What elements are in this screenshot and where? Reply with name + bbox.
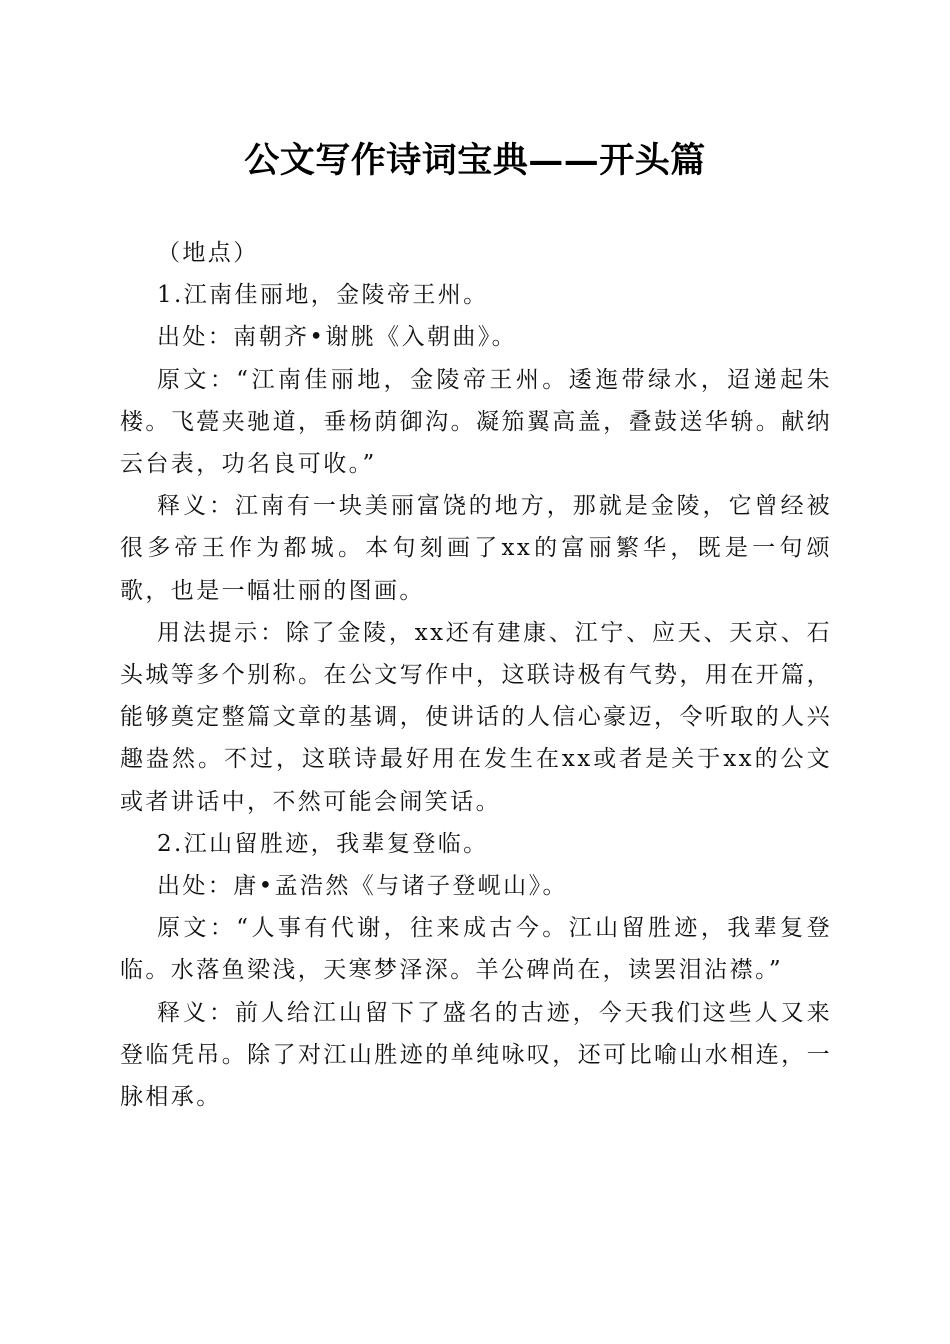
paragraph-location-heading: （地点）	[157, 240, 259, 266]
paragraph-item-1-verse: 1.江南佳丽地，金陵帝王州。	[157, 282, 489, 309]
document-title: 公文写作诗词宝典——开头篇	[244, 140, 706, 181]
document-body	[120, 232, 832, 1118]
paragraph-item-2-original: 原文：“人事有代谢，往来成古今。江山留胜迹，我辈复登临。水落鱼梁浅，天寒梦泽深。羊公碑尚在，读罢泪沾襟。”	[120, 915, 832, 984]
paragraph-item-2-source: 出处：唐•孟浩然《与诸子登岘山》。	[157, 873, 568, 900]
paragraph-item-1-meaning: 释义：江南有一块美丽富饶的地方，那就是金陵，它曾经被很多帝王作为都城。本句刻画了xx的富丽繁华，既是一句颂歌，也是一幅壮丽的图画。	[120, 493, 832, 604]
paragraph-item-2-meaning: 释义：前人给江山留下了盛名的古迹，今天我们这些人又来登临凭吊。除了对江山胜迹的单纯咏叹，还可比喻山水相连，一脉相承。	[120, 999, 832, 1111]
paragraph-item-1-source: 出处：南朝齐•谢朓《入朝曲》。	[157, 324, 518, 351]
paragraph-item-1-usage: 用法提示：除了金陵，xx还有建康、江宁、应天、天京、石头城等多个别称。在公文写作中，这联诗极有气势，用在开篇，能够奠定整篇文章的基调，使讲话的人信心豪迈，令听取的人兴趣盎然。不过，这联诗最好用在发生在xx或者是关于xx的公文或者讲话中，不然可能会闹笑话。	[120, 619, 832, 815]
paragraph-item-1-original: 原文：“江南佳丽地，金陵帝王州。逶迤带绿水，迢递起朱楼。飞甍夹驰道，垂杨荫御沟。凝笳翼高盖，叠鼓送华辀。献纳云台表，功名良可收。”	[120, 366, 832, 478]
paragraph-item-2-verse: 2.江山留胜迹，我辈复登临。	[157, 830, 489, 857]
